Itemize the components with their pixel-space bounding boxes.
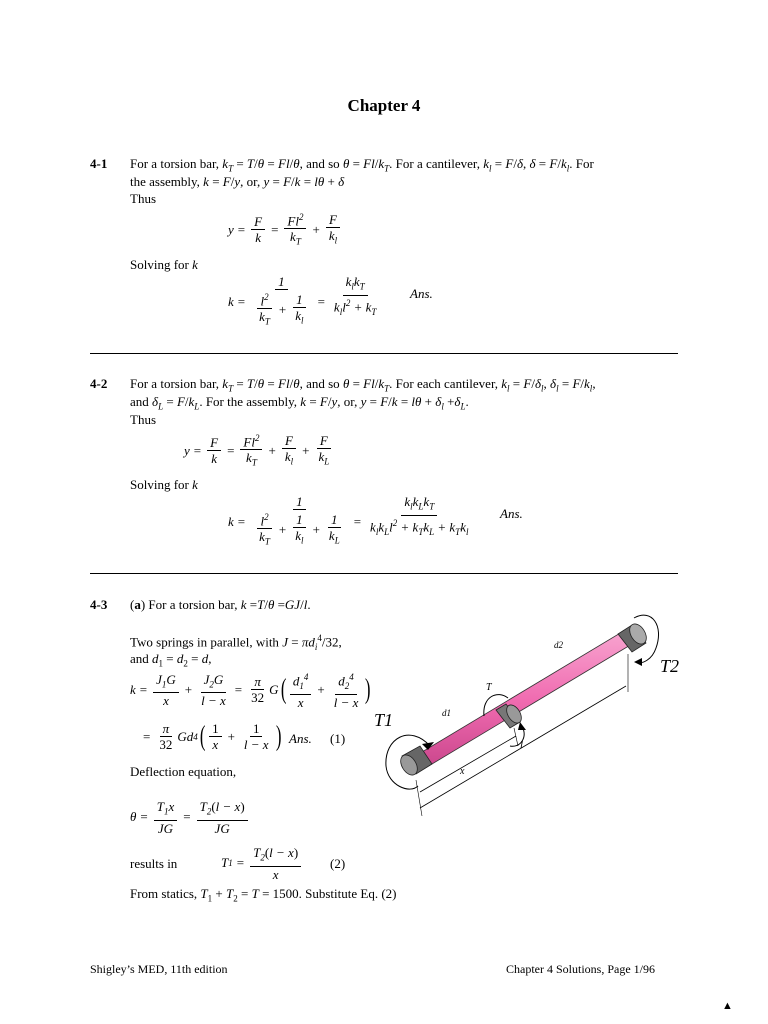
problem-number-4-3: 4-3 (90, 597, 108, 612)
equation-number-1: (1) (330, 731, 346, 746)
torque-T-arrowhead (518, 722, 526, 730)
torsion-bar-figure (370, 598, 690, 838)
problem-number-4-2: 4-2 (90, 376, 108, 391)
footer-left: Shigley’s MED, 11th edition (90, 962, 228, 976)
section-divider (90, 573, 678, 574)
problem-4-2-line2: and $\delta_L = F/k_L$. For the assembly, k = F/y, or, $y = F/k = l\theta + \delta_l +\delta_L$. (130, 394, 469, 412)
problem-4-1-thus: Thus (130, 191, 156, 206)
label-x: x (460, 766, 465, 777)
problem-4-2-line1: For a torsion bar, $k_T = T/\theta = Fl/\theta$, and so $\theta = Fl/k_T$. For each cantilever, $k_l = F/\delta_l$, $\delta_l = F/k_l$, (130, 376, 596, 394)
problem-4-3-and: and $d_1 = d_2 = d$, (130, 651, 212, 669)
label-T1: T1 (374, 710, 394, 730)
problem-4-1-line1: For a torsion bar, $k_T = T/\theta = Fl/\theta$, and so $\theta = Fl/k_T$. For a cantilever, $k_l = F/\delta$, $\delta = F/k_l$. For (130, 156, 594, 174)
answer-label-4-2: Ans. (500, 506, 523, 521)
label-d1: d1 (442, 708, 451, 718)
label-d2: d2 (554, 640, 563, 650)
equation-number-2: (2) (330, 856, 346, 871)
equation-4-3-k-simplified: = $\frac{\pi}{32}$ Gd 4 ( $\frac{1}{x}$ + $\frac{1}{l - x}$ ) (143, 720, 282, 752)
answer-label-4-1: Ans. (410, 286, 433, 301)
equation-4-2-y: y = $\frac{F}{k}$ = $\frac{Fl^2}{k_T}$ + $\frac{F}{k_l}$ + $\frac{F}{k_L}$ (184, 432, 330, 468)
problem-4-3-results: results in (130, 856, 178, 871)
problem-4-1-line2: the assembly, k = F/y, or, y = F/k = lθ + δ (130, 174, 345, 189)
problem-4-2-solving: Solving for k (130, 477, 198, 492)
problem-4-3-deflection: Deflection equation, (130, 764, 237, 779)
scroll-up-arrow-icon[interactable]: ▲ (722, 1000, 733, 1012)
chapter-title: Chapter 4 (347, 96, 421, 115)
torque-T2-arrowhead (634, 658, 642, 666)
equation-4-3-T1: T 1 = $\frac{T_2(l - x)}{x}$ (221, 845, 303, 882)
equation-4-1-k: k = 1 $\frac{l^2}{k_T}$ + $\frac{1}{k_l}$ = $\frac{k_lk_T}{k_ll^2 + k_T}$ (228, 274, 377, 327)
problem-4-3-springs: Two springs in parallel, with $J = \pi d_i^4/32$, (130, 633, 342, 652)
problem-number-4-1: 4-1 (90, 156, 108, 171)
problem-4-2-thus: Thus (130, 412, 156, 427)
label-T2: T2 (660, 656, 680, 676)
section-divider (90, 353, 678, 354)
equation-4-3-theta: θ = $\frac{T_1x}{JG}$ = $\frac{T_2(l - x)}{JG}$ (130, 799, 250, 836)
problem-4-1-solving: Solving for k (130, 257, 198, 272)
answer-label-4-3: Ans. (289, 731, 312, 746)
label-l: l (520, 739, 524, 751)
extension-line (416, 780, 422, 816)
footer-right: Chapter 4 Solutions, Page 1/96 (506, 962, 655, 976)
problem-4-3-statics: From statics, $T_1 + T_2 = T = 1500$. Substitute Eq. (2) (130, 886, 397, 904)
equation-4-3-k: k = $\frac{J_1G}{x}$ + $\frac{J_2G}{l - x}$ = $\frac{\pi}{32}$ G ( $\frac{d_1^4}{x}$ + $\frac{d_2^4}{l - x}$ ) (130, 671, 371, 710)
problem-4-3-part-a: (a) For a torsion bar, k =T/θ =GJ/l. (130, 597, 311, 612)
equation-4-2-k: k = 1 $\frac{l^2}{k_T}$ + $\frac{1}{k_l}$ + $\frac{1}{k_L}$ = $\frac{k_lk_Lk_T}{k_lk_Ll^2 + k_Tk_L + k_Tk_l}$ (228, 494, 469, 547)
label-T: T (486, 682, 492, 693)
equation-4-1-y: y = $\frac{F}{k}$ = $\frac{Fl^2}{k_T}$ + $\frac{F}{k_l}$ (228, 210, 342, 250)
